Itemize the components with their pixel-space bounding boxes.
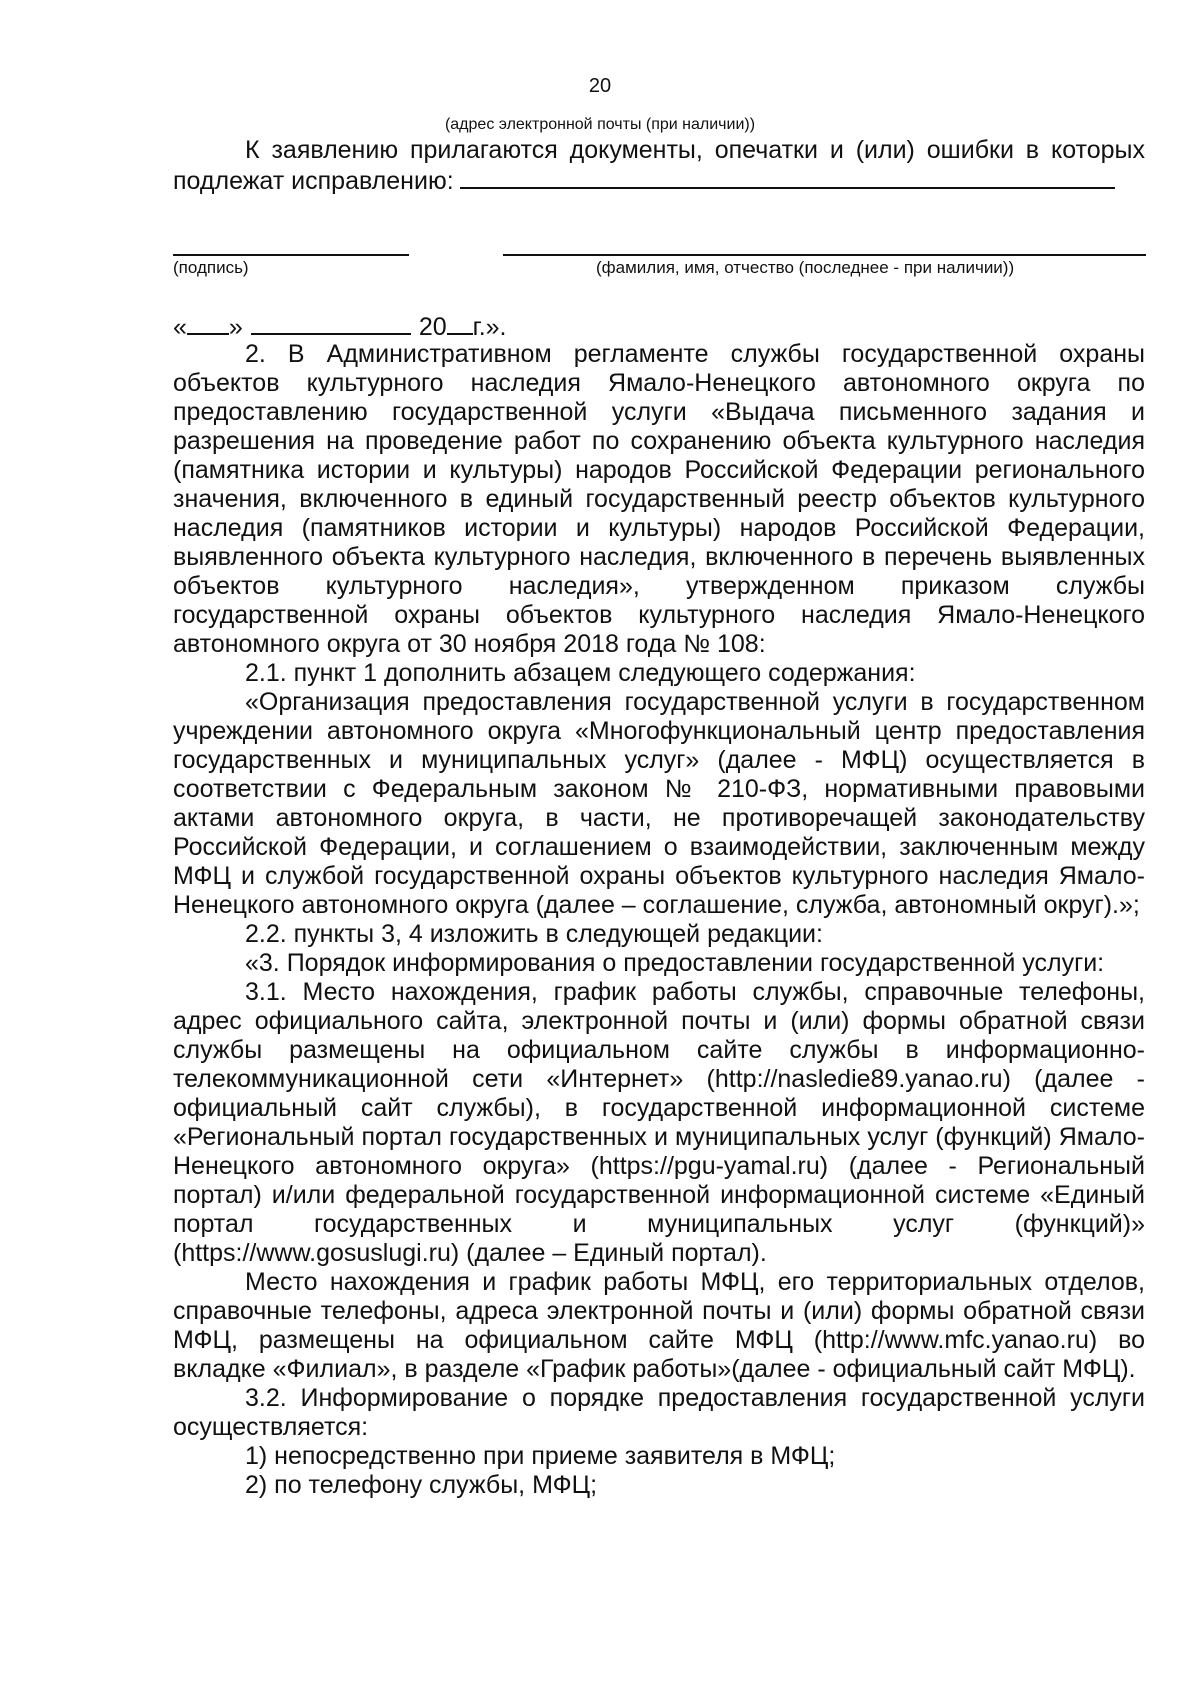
full-name-caption: (фамилия, имя, отчество (последнее - при наличии)) [596,258,1015,277]
paragraph-amendment: 2. В Административном регламенте службы государственной охраны объектов культурного наследия Ямало-Ненецкого автономного округа по предоставлению государственной услуги «Выдача письменного задания и разрешения на проведение работ по сохранению объекта культурного наследия (памятника истории и культуры) народов Российской Федерации регионального значения, включенного в единый государственный реестр объектов культурного наследия (памятников истории и культуры) народов Российской Федерации, выявленного объекта культурного наследия, включенного в перечень выявленных объектов культурного наследия», утвержденном приказом службы государственной охраны объектов культурного наследия Ямало-Ненецкого автономного округа от 30 ноября 2018 года № 108: [173,340,1145,658]
paragraph-3: «3. Порядок информирования о предоставлении государственной услуги: [245,949,1105,977]
date-open-quote: « [173,313,187,341]
year-prefix: 20 [418,313,447,341]
paragraph-2-1: 2.1. пункт 1 дополнить абзацем следующего содержания: [245,659,916,687]
paragraph-3-2: 3.2. Информирование о порядке предоставления государственной услуги осуществляется: [173,1384,1145,1441]
page-number: 20 [588,75,612,97]
attachments-blank-line [460,165,1115,189]
paragraph-mfc-location: Место нахождения и график работы МФЦ, его территориальных отделов, справочные телефоны, адреса электронной почты и (или) формы обратной связи МФЦ, размещены на официальном сайте МФЦ (http://www.mfc.yanao.ru) во вкладке «Филиал», в разделе «График работы»(далее - официальный сайт МФЦ). [173,1268,1145,1383]
date-line [173,311,507,342]
year-blank [447,311,473,335]
paragraph-2-2: 2.2. пункты 3, 4 изложить в следующей редакции: [245,920,823,948]
attachments-block [173,136,1145,196]
list-item-1: 1) непосредственно при приеме заявителя в МФЦ; [245,1442,836,1470]
day-blank [187,311,229,335]
attachments-paragraph [173,136,1145,196]
full-name-line [503,254,1146,256]
attachments-text: К заявлению прилагаются документы, опечатки и (или) ошибки в которых подлежат исправлению: [173,136,1145,195]
list-item-2: 2) по телефону службы, МФЦ; [245,1471,598,1499]
document-body [173,340,1145,1500]
email-caption: (адрес электронной почты (при наличии)) [444,116,756,133]
signature-caption: (подпись) [173,258,249,277]
month-blank [251,311,411,335]
signature-line [173,254,409,256]
paragraph-3-1: 3.1. Место нахождения, график работы службы, справочные телефоны, адрес официального сайта, электронной почты и (или) формы обратной связи службы размещены на официальном сайте службы в информационно-телекоммуникационной сети «Интернет» (http://nasledie89.yanao.ru) (далее - официальный сайт службы), в государственной информационной системе «Региональный портал государственных и муниципальных услуг (функций) Ямало-Ненецкого автономного округа» (https://pgu-yamal.ru) (далее - Региональный портал) и/или федеральной государственной информационной системе «Единый портал государственных и муниципальных услуг (функций)» (https://www.gosuslugi.ru) (далее – Единый портал). [173,978,1145,1267]
date-close-quote: » [228,313,243,341]
paragraph-mfc-organization: «Организация предоставления государственной услуги в государственном учреждении автономного округа «Многофункциональный центр предоставления государственных и муниципальных услуг» (далее - МФЦ) осуществляется в соответствии с Федеральным законом № 210-ФЗ, нормативными правовыми актами автономного округа, в части, не противоречащей законодательству Российской Федерации, и соглашением о взаимодействии, заключенным между МФЦ и службой государственной охраны объектов культурного наследия Ямало-Ненецкого автономного округа (далее – соглашение, служба, автономный округ).»; [173,688,1145,919]
year-suffix: г.». [472,313,507,341]
